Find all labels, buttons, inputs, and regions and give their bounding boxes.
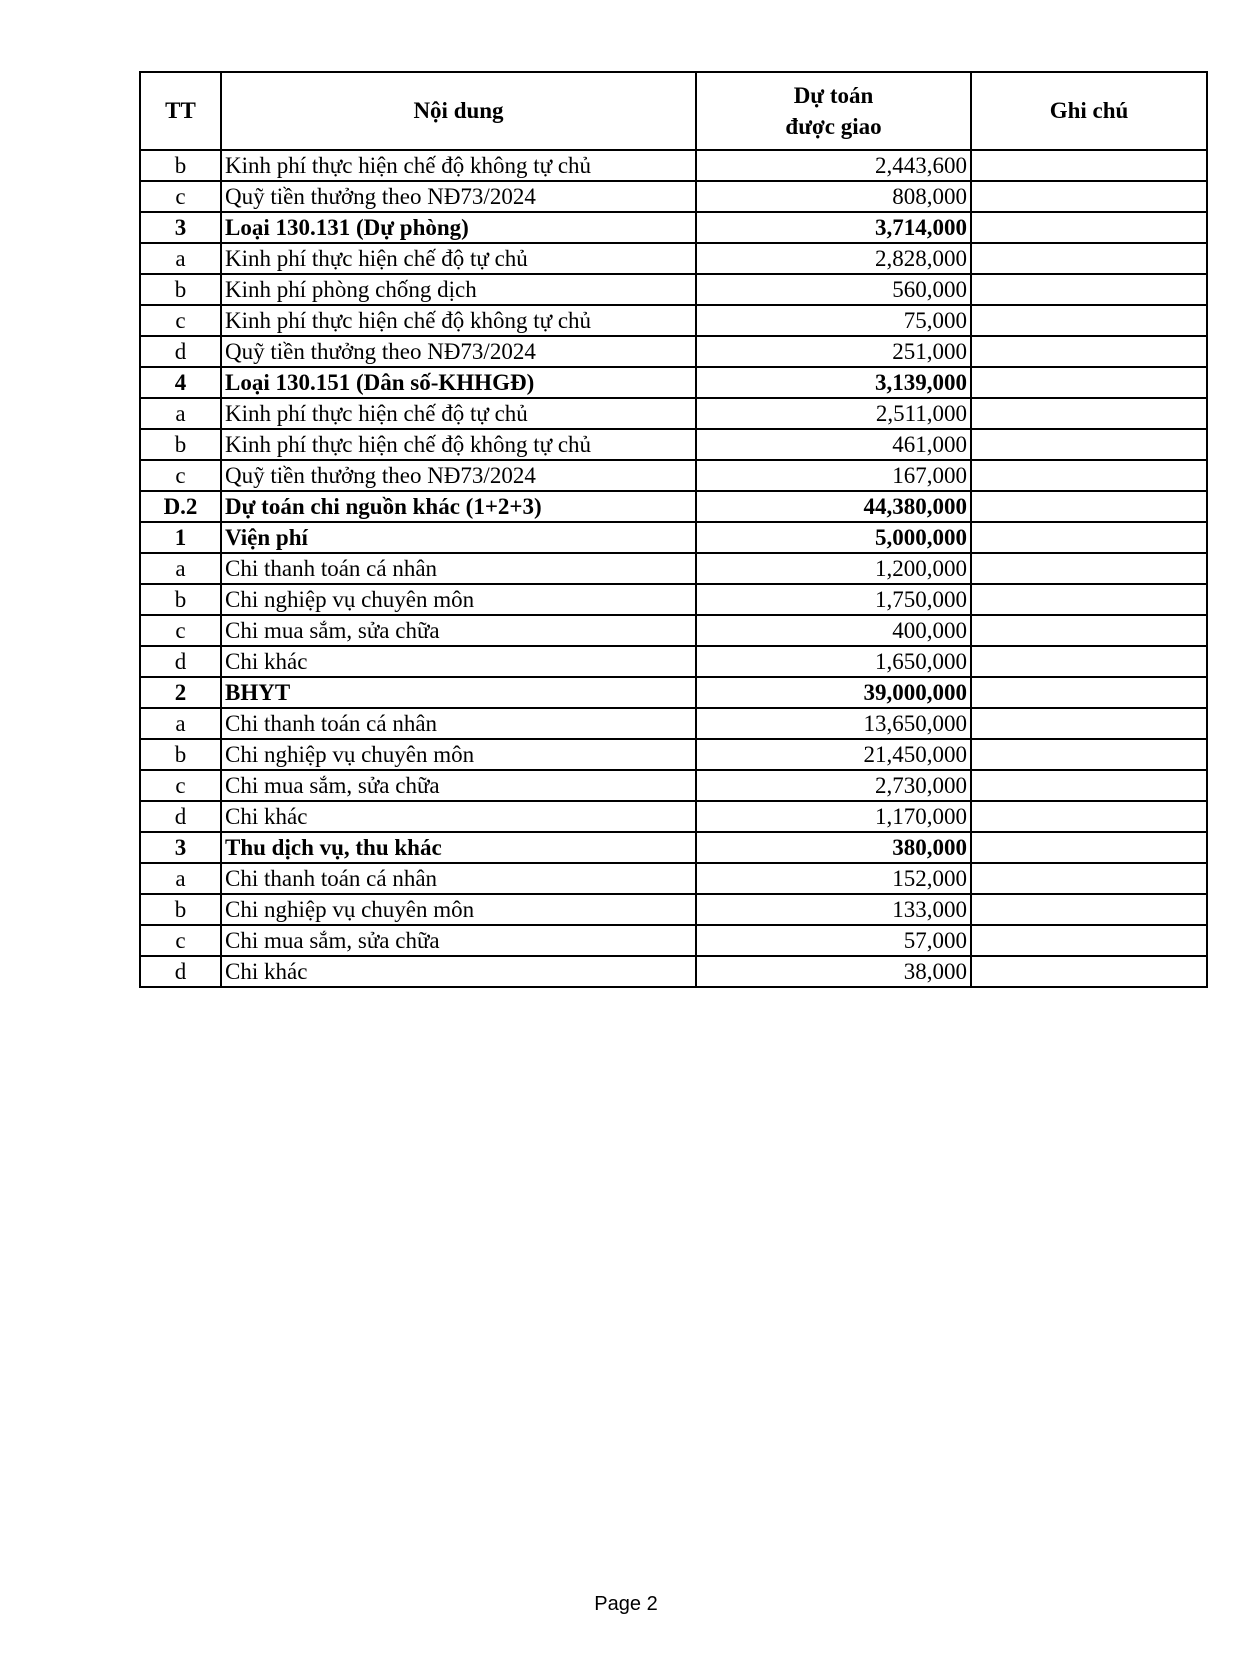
row-content-cell: Kinh phí thực hiện chế độ tự chủ: [221, 243, 696, 274]
row-content-cell: Kinh phí phòng chống dịch: [221, 274, 696, 305]
row-note-cell: [971, 181, 1207, 212]
row-content-cell: Chi nghiệp vụ chuyên môn: [221, 584, 696, 615]
row-amount-cell: 2,730,000: [696, 770, 971, 801]
row-amount-cell: 167,000: [696, 460, 971, 491]
header-tt: TT: [140, 72, 221, 150]
row-note-cell: [971, 615, 1207, 646]
row-amount-cell: 57,000: [696, 925, 971, 956]
row-amount-cell: 75,000: [696, 305, 971, 336]
row-amount-cell: 2,828,000: [696, 243, 971, 274]
row-note-cell: [971, 367, 1207, 398]
row-content-cell: Viện phí: [221, 522, 696, 553]
row-content-cell: Thu dịch vụ, thu khác: [221, 832, 696, 863]
table-row: [140, 615, 1207, 646]
row-amount-cell: 38,000: [696, 956, 971, 987]
row-content-cell: Chi mua sắm, sửa chữa: [221, 925, 696, 956]
row-amount-cell: 2,511,000: [696, 398, 971, 429]
row-content-cell: Chi thanh toán cá nhân: [221, 708, 696, 739]
row-amount-cell: 560,000: [696, 274, 971, 305]
row-note-cell: [971, 336, 1207, 367]
row-tt-cell: c: [140, 305, 221, 336]
table-row: [140, 708, 1207, 739]
header-amount-line1: Dự toán: [793, 82, 874, 108]
table-row: [140, 739, 1207, 770]
row-tt-cell: 4: [140, 367, 221, 398]
table-row: [140, 460, 1207, 491]
row-amount-cell: 21,450,000: [696, 739, 971, 770]
row-amount-cell: 1,750,000: [696, 584, 971, 615]
row-amount-cell: 2,443,600: [696, 150, 971, 181]
row-content-cell: Chi mua sắm, sửa chữa: [221, 770, 696, 801]
row-note-cell: [971, 429, 1207, 460]
table-body: [140, 150, 1207, 987]
row-tt-cell: b: [140, 739, 221, 770]
table-row: [140, 336, 1207, 367]
row-content-cell: Kinh phí thực hiện chế độ không tự chủ: [221, 305, 696, 336]
row-content-cell: Loại 130.151 (Dân số-KHHGĐ): [221, 367, 696, 398]
row-content-cell: Chi nghiệp vụ chuyên môn: [221, 739, 696, 770]
table-row: [140, 646, 1207, 677]
row-amount-cell: 1,200,000: [696, 553, 971, 584]
row-tt-cell: b: [140, 894, 221, 925]
table-row: [140, 522, 1207, 553]
page-number: Page 2: [594, 1593, 658, 1615]
table-row: [140, 770, 1207, 801]
table-row: [140, 894, 1207, 925]
row-tt-cell: a: [140, 243, 221, 274]
row-tt-cell: b: [140, 274, 221, 305]
row-note-cell: [971, 646, 1207, 677]
table-row: [140, 801, 1207, 832]
row-note-cell: [971, 708, 1207, 739]
row-amount-cell: 13,650,000: [696, 708, 971, 739]
row-amount-cell: 461,000: [696, 429, 971, 460]
row-tt-cell: d: [140, 336, 221, 367]
row-note-cell: [971, 398, 1207, 429]
row-note-cell: [971, 553, 1207, 584]
row-amount-cell: 808,000: [696, 181, 971, 212]
row-note-cell: [971, 460, 1207, 491]
table-row: [140, 677, 1207, 708]
row-note-cell: [971, 770, 1207, 801]
row-tt-cell: b: [140, 150, 221, 181]
row-tt-cell: a: [140, 398, 221, 429]
row-amount-cell: 152,000: [696, 863, 971, 894]
row-note-cell: [971, 243, 1207, 274]
table-row: [140, 429, 1207, 460]
row-content-cell: Chi khác: [221, 646, 696, 677]
row-note-cell: [971, 894, 1207, 925]
row-tt-cell: c: [140, 615, 221, 646]
row-content-cell: Chi thanh toán cá nhân: [221, 553, 696, 584]
row-tt-cell: D.2: [140, 491, 221, 522]
row-note-cell: [971, 925, 1207, 956]
row-tt-cell: c: [140, 460, 221, 491]
row-tt-cell: d: [140, 956, 221, 987]
row-content-cell: Chi nghiệp vụ chuyên môn: [221, 894, 696, 925]
row-tt-cell: c: [140, 925, 221, 956]
table-row: [140, 181, 1207, 212]
row-amount-cell: 3,139,000: [696, 367, 971, 398]
row-amount-cell: 251,000: [696, 336, 971, 367]
table-row: [140, 367, 1207, 398]
row-content-cell: Kinh phí thực hiện chế độ tự chủ: [221, 398, 696, 429]
table-row: [140, 305, 1207, 336]
table-row: [140, 243, 1207, 274]
header-note: Ghi chú: [971, 72, 1207, 150]
row-amount-cell: 133,000: [696, 894, 971, 925]
row-note-cell: [971, 212, 1207, 243]
row-note-cell: [971, 739, 1207, 770]
row-note-cell: [971, 274, 1207, 305]
row-amount-cell: 400,000: [696, 615, 971, 646]
row-content-cell: Quỹ tiền thưởng theo NĐ73/2024: [221, 460, 696, 491]
row-tt-cell: b: [140, 584, 221, 615]
row-content-cell: Dự toán chi nguồn khác (1+2+3): [221, 491, 696, 522]
row-tt-cell: 3: [140, 212, 221, 243]
row-tt-cell: 3: [140, 832, 221, 863]
row-note-cell: [971, 584, 1207, 615]
table-row: [140, 832, 1207, 863]
table-row: [140, 553, 1207, 584]
row-content-cell: BHYT: [221, 677, 696, 708]
table-row: [140, 274, 1207, 305]
row-tt-cell: a: [140, 863, 221, 894]
row-tt-cell: c: [140, 181, 221, 212]
header-amount-line2: được giao: [785, 114, 882, 139]
budget-table: [139, 71, 1208, 988]
row-content-cell: Chi thanh toán cá nhân: [221, 863, 696, 894]
row-tt-cell: d: [140, 801, 221, 832]
header-amount: [696, 72, 971, 150]
row-tt-cell: a: [140, 708, 221, 739]
table-row: [140, 150, 1207, 181]
row-amount-cell: 1,650,000: [696, 646, 971, 677]
row-amount-cell: 380,000: [696, 832, 971, 863]
row-content-cell: Kinh phí thực hiện chế độ không tự chủ: [221, 150, 696, 181]
row-amount-cell: 1,170,000: [696, 801, 971, 832]
row-content-cell: Chi khác: [221, 801, 696, 832]
row-content-cell: Chi mua sắm, sửa chữa: [221, 615, 696, 646]
row-content-cell: Chi khác: [221, 956, 696, 987]
table-row: [140, 956, 1207, 987]
row-amount-cell: 39,000,000: [696, 677, 971, 708]
row-tt-cell: 1: [140, 522, 221, 553]
row-note-cell: [971, 150, 1207, 181]
row-note-cell: [971, 956, 1207, 987]
row-note-cell: [971, 522, 1207, 553]
table-row: [140, 212, 1207, 243]
header-content: Nội dung: [221, 72, 696, 150]
row-note-cell: [971, 801, 1207, 832]
row-tt-cell: 2: [140, 677, 221, 708]
row-amount-cell: 3,714,000: [696, 212, 971, 243]
row-tt-cell: a: [140, 553, 221, 584]
row-amount-cell: 5,000,000: [696, 522, 971, 553]
row-tt-cell: b: [140, 429, 221, 460]
row-note-cell: [971, 863, 1207, 894]
table-row: [140, 584, 1207, 615]
row-note-cell: [971, 832, 1207, 863]
header-row: [140, 72, 1207, 150]
row-content-cell: Quỹ tiền thưởng theo NĐ73/2024: [221, 336, 696, 367]
row-content-cell: Loại 130.131 (Dự phòng): [221, 212, 696, 243]
row-content-cell: Quỹ tiền thưởng theo NĐ73/2024: [221, 181, 696, 212]
row-tt-cell: d: [140, 646, 221, 677]
row-content-cell: Kinh phí thực hiện chế độ không tự chủ: [221, 429, 696, 460]
row-amount-cell: 44,380,000: [696, 491, 971, 522]
row-tt-cell: c: [140, 770, 221, 801]
table-row: [140, 491, 1207, 522]
table-row: [140, 863, 1207, 894]
row-note-cell: [971, 491, 1207, 522]
row-note-cell: [971, 305, 1207, 336]
table-row: [140, 398, 1207, 429]
table-row: [140, 925, 1207, 956]
table-header: [140, 72, 1207, 150]
row-note-cell: [971, 677, 1207, 708]
